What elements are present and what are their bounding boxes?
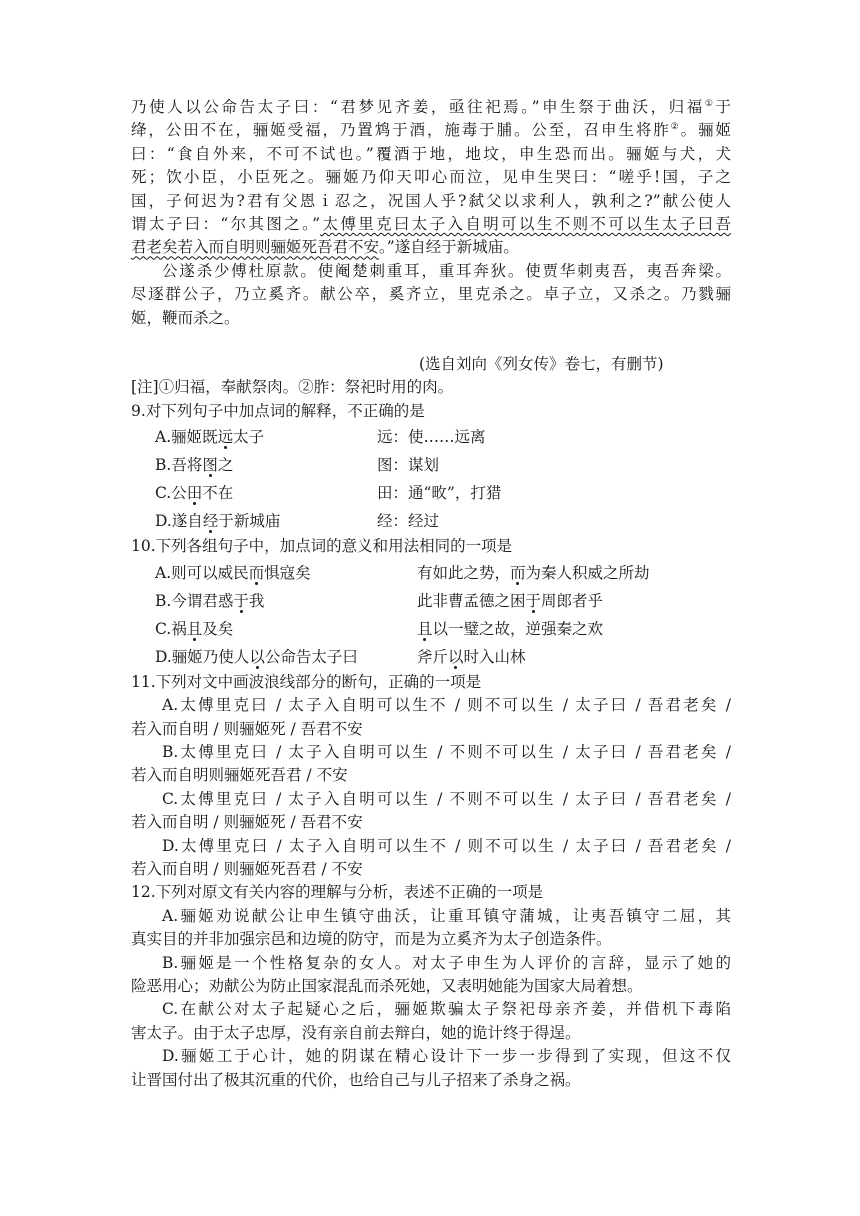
option-a-line-2: 若入而自明 / 则骊姬死 / 吾君不安: [131, 719, 363, 738]
option-c-line-2: 若入而自明 / 则骊姬死 / 吾君不安: [131, 813, 363, 832]
option-b-line-2: 若入而自明则骊姬死吾君 / 不安: [131, 766, 348, 785]
option-c: [131, 479, 731, 507]
option-a-line-2: 真实目的并非加强宗邑和边境的防守，而是为立奚齐为太子创造条件。: [131, 930, 612, 949]
option-gloss: 图：谋划: [377, 456, 440, 475]
wavy-underlined-text: 君老矣若入而自明则骊姬死吾君不安: [131, 238, 380, 257]
passage-line: 国，子何迟为?君有父恩ｉ忍之，况国人乎?弑父以求利人，孰利之?”献公使人: [131, 191, 731, 210]
option-sentence: A.骊姬既远太子: [155, 428, 265, 447]
option-gloss: 经：经过: [377, 512, 440, 531]
annotation-note: [注]①归福，奉献祭肉。②胙：祭祀时用的肉。: [131, 378, 454, 397]
passage-text: 。”遂自经于新城庙。: [379, 238, 519, 257]
passage-line: 曰：“食自外来，不可不试也。”覆酒于地，地坟，申生恐而出。骊姬与犬，犬: [131, 144, 731, 163]
dotted-word: 而: [248, 563, 265, 582]
option-b: [131, 587, 731, 615]
passage-text: 乃使人以公命告太子曰：“君梦见齐姜，亟往祀焉。”申生祭于曲沃，归福: [131, 98, 705, 116]
question-10: [131, 535, 731, 670]
option-c-line-1: C.在献公对太子起疑心之后，骊姬欺骗太子祭祀母亲齐姜，并借机下毒陷: [162, 1000, 731, 1019]
dotted-word: 于: [233, 591, 249, 610]
option-sentence-1: B.今谓君惑于我: [155, 591, 265, 610]
question-stem: 9.对下列句子中加点词的解释，不正确的是: [131, 401, 425, 420]
option-a-line-1: A.太傅里克曰 / 太子入自明可以生不 / 则不可以生 / 太子曰 / 吾君老矣 /: [162, 696, 731, 715]
option-d: [131, 643, 731, 671]
option-b: [131, 451, 731, 479]
passage-line: 公遂杀少傅杜原款。使阉楚刺重耳，重耳奔狄。使贾华刺夷吾，夷吾奔梁。: [162, 261, 731, 280]
option-d-line-2: 让晋国付出了极其沉重的代价，也给自己与儿子招来了杀身之祸。: [131, 1070, 581, 1089]
option-sentence-2: 且以一璧之故，逆强秦之欢: [417, 619, 604, 638]
dotted-word: 以: [448, 647, 464, 666]
question-stem: 11.下列对文中画波浪线部分的断句，正确的一项是: [131, 672, 482, 691]
passage-text: 于: [715, 98, 731, 116]
dotted-word: 图: [202, 456, 218, 475]
option-sentence-1: D.骊姬乃使人以公命告太子曰: [155, 647, 358, 666]
option-b-line-2: 险恶用心；劝献公为防止国家混乱而杀死她，又表明她能为国家大局着想。: [131, 976, 643, 995]
wavy-underlined-text: 太傅里克曰太子入自明可以生不则不可以生太子曰吾: [320, 215, 731, 234]
dotted-word: 且: [186, 619, 203, 638]
dotted-word: 经: [202, 512, 219, 531]
option-sentence-1: C.祸且及矣: [155, 619, 234, 638]
option-a: [131, 559, 731, 587]
option-sentence: C.公田不在: [155, 484, 234, 503]
passage-line: [131, 213, 731, 236]
option-d: [131, 507, 731, 535]
passage-line: [131, 236, 731, 259]
question-11: [131, 671, 731, 882]
option-d-line-1: D.骊姬工于心计，她的阴谋在精心设计下一步一步得到了实现，但这不仅: [162, 1047, 731, 1066]
passage-text: 。骊姬: [680, 121, 731, 140]
dotted-word: 于: [525, 591, 542, 610]
option-c: [131, 615, 731, 643]
source-citation: (选自刘向《列女传》卷七，有删节): [419, 355, 664, 374]
option-sentence-2: 此非曹孟德之困于周郎者乎: [417, 591, 604, 610]
dotted-word: 且: [417, 619, 433, 638]
option-sentence: B.吾将图之: [155, 456, 234, 475]
footnote-marker: ②: [670, 122, 681, 133]
exam-page: [131, 96, 731, 1092]
passage-text: 谓太子曰：“尔其图之。”: [131, 215, 321, 234]
question-9: [131, 400, 731, 535]
option-a: [131, 423, 731, 451]
option-d-line-1: D.太傅里克曰 / 太子入自明可以生不 / 则不可以生 / 太子曰 / 吾君老矣 /: [162, 836, 731, 855]
option-sentence-2: 有如此之势，而为秦人积威之所劫: [417, 563, 650, 582]
passage: [131, 96, 731, 330]
option-c-line-1: C.太傅里克曰 / 太子入自明可以生 / 不则不可以生 / 太子曰 / 吾君老矣 /: [162, 789, 731, 808]
option-sentence-1: A.则可以威民而惧寇矣: [155, 563, 311, 582]
question-stem: 12.下列对原文有关内容的理解与分析，表述不正确的一项是: [131, 883, 544, 902]
option-a-line-1: A.骊姬劝说献公让申生镇守曲沃，让重耳镇守蒲城，让夷吾镇守二屈，其: [162, 906, 731, 925]
dotted-word: 以: [249, 647, 265, 666]
spacer: [131, 330, 731, 353]
option-sentence-2: 斧斤以时入山林: [417, 647, 526, 666]
passage-line: [131, 96, 731, 119]
passage-line: 死；饮小臣，小臣死之。骊姬乃仰天叩心而泣，见申生哭曰：“嗟乎!国，子之: [131, 168, 731, 187]
passage-line: 姬，鞭而杀之。: [131, 308, 240, 327]
question-stem: 10.下列各组句子中，加点词的意义和用法相同的一项是: [131, 537, 513, 556]
question-12: [131, 881, 731, 1092]
dotted-word: 远: [217, 428, 234, 447]
dotted-word: 而: [510, 563, 526, 582]
passage-text: 绛，公田不在，骊姬受福，乃置鸩于酒，施毒于脯。公至，召申生将胙: [131, 121, 671, 140]
option-b-line-1: B.骊姬是一个性格复杂的女人。对太子申生为人评价的言辞，显示了她的: [162, 953, 731, 972]
option-gloss: 田：通“畋”，打猎: [377, 484, 502, 503]
option-sentence: D.遂自经于新城庙: [155, 512, 281, 531]
option-b-line-1: B.太傅里克曰 / 太子入自明可以生 / 不则不可以生 / 太子曰 / 吾君老矣 /: [162, 742, 731, 761]
option-gloss: 远：使……远离: [377, 428, 486, 447]
dotted-word: 田: [186, 484, 203, 503]
option-c-line-2: 害太子。由于太子忠厚，没有亲自前去辩白，她的诡计终于得逞。: [131, 1023, 581, 1042]
option-d-line-2: 若入而自明 / 则骊姬死吾君 / 不安: [131, 859, 363, 878]
passage-line: [131, 119, 731, 142]
passage-line: 尽逐群公子，乃立奚齐。献公卒，奚齐立，里克杀之。卓子立，又杀之。乃戮骊: [131, 285, 731, 304]
footnote-marker: ①: [704, 98, 716, 109]
